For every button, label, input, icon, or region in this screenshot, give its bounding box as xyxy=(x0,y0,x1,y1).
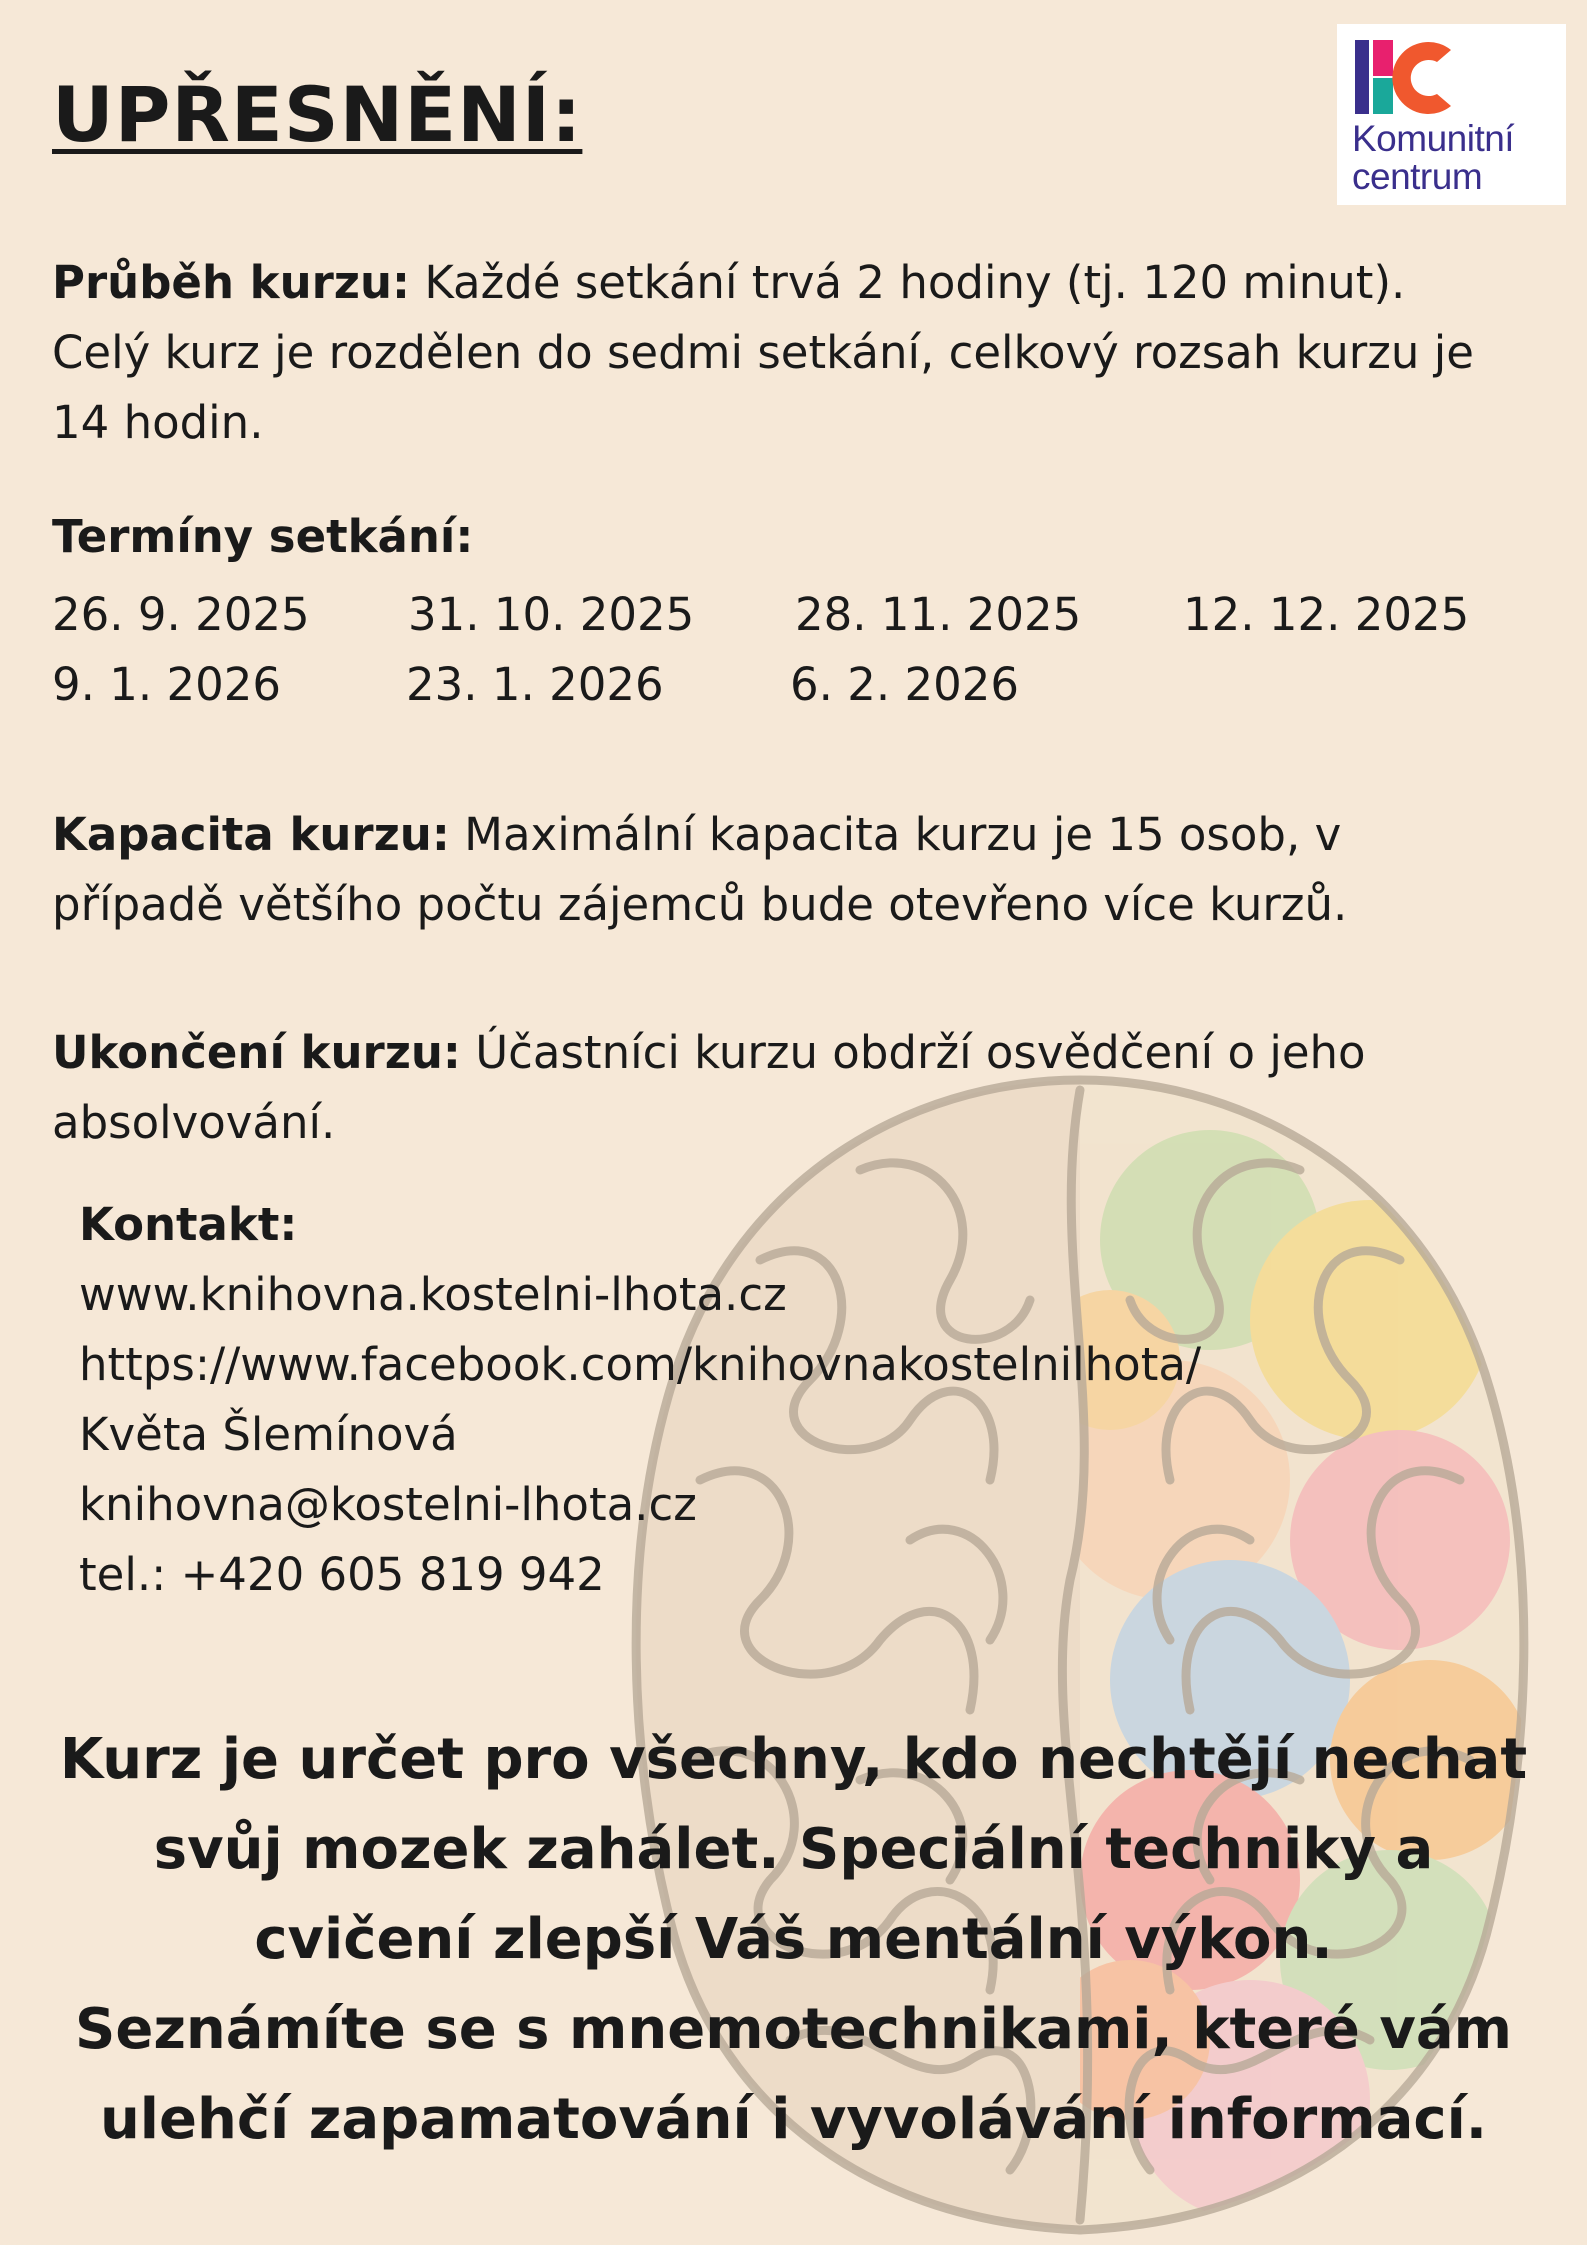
closing-line-5: ulehčí zapamatování i vyvolávání informací. xyxy=(99,2087,1488,2152)
page-title: UPŘESNĚNÍ: xyxy=(52,70,583,159)
closing-line-1: Kurz je určet pro všechny, kdo nechtějí nechat xyxy=(59,1727,1528,1792)
capacity-label: Kapacita kurzu: xyxy=(52,808,450,861)
course-flow-line-2: Celý kurz je rozdělen do sedmi setkání, celkový rozsah kurzu je xyxy=(52,326,1474,379)
contact-facebook-link[interactable]: https://www.facebook.com/knihovnakostelnilhota/ xyxy=(79,1338,1202,1391)
closing-line-4: Seznámíte se s mnemotechnikami, které vám xyxy=(75,1997,1512,2062)
course-flow-label: Průběh kurzu: xyxy=(52,256,411,309)
course-flow-section xyxy=(52,248,1532,458)
dates-label: Termíny setkání: xyxy=(52,510,474,563)
capacity-line-2: případě většího počtu zájemců bude otevřeno více kurzů. xyxy=(52,878,1348,931)
logo-text xyxy=(1352,120,1562,196)
capacity-line-1: Maximální kapacita kurzu je 15 osob, v xyxy=(464,808,1342,861)
contact-name: Květa Šlemínová xyxy=(79,1408,458,1461)
completion-section xyxy=(52,1018,1532,1158)
contact-label: Kontakt: xyxy=(79,1198,298,1251)
contact-email-link[interactable]: knihovna@kostelni-lhota.cz xyxy=(79,1478,697,1531)
logo-line-1: Komunitní xyxy=(1352,118,1515,159)
date-item: 6. 2. 2026 xyxy=(790,658,1019,711)
date-item: 26. 9. 2025 xyxy=(52,588,310,641)
date-item: 12. 12. 2025 xyxy=(1183,588,1470,641)
closing-statement xyxy=(30,1715,1557,2165)
date-item: 28. 11. 2025 xyxy=(795,588,1082,641)
contact-phone: tel.: +420 605 819 942 xyxy=(79,1548,605,1601)
course-flow-line-3: 14 hodin. xyxy=(52,396,264,449)
contact-website-link[interactable]: www.knihovna.kostelni-lhota.cz xyxy=(79,1268,787,1321)
closing-line-2: svůj mozek zahálet. Speciální techniky a xyxy=(153,1817,1434,1882)
date-item: 9. 1. 2026 xyxy=(52,658,281,711)
closing-line-3: cvičení zlepší Váš mentální výkon. xyxy=(254,1907,1333,1972)
kc-logo-icon xyxy=(1353,38,1453,118)
logo-line-2: centrum xyxy=(1352,156,1483,197)
komunitni-centrum-logo xyxy=(1337,24,1566,205)
date-item: 23. 1. 2026 xyxy=(406,658,664,711)
course-flow-line-1: Každé setkání trvá 2 hodiny (tj. 120 minut). xyxy=(424,256,1406,309)
capacity-section xyxy=(52,800,1532,940)
contact-section xyxy=(79,1190,1201,1610)
date-item: 31. 10. 2025 xyxy=(408,588,695,641)
completion-label: Ukončení kurzu: xyxy=(52,1026,461,1079)
completion-line-2: absolvování. xyxy=(52,1096,336,1149)
completion-line-1: Účastníci kurzu obdrží osvědčení o jeho xyxy=(475,1026,1366,1079)
